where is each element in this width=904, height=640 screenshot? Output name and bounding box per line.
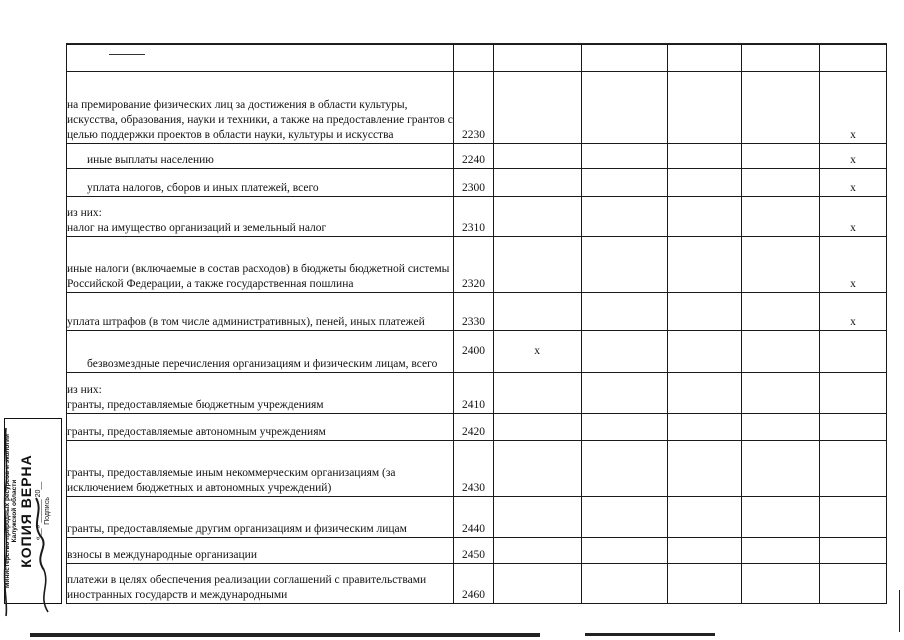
row-label: уплата штрафов (в том числе административных), пеней, иных платежей <box>67 293 454 331</box>
cell-d <box>741 293 819 331</box>
cell-a <box>493 197 581 237</box>
cell-a <box>493 45 581 72</box>
cell-b <box>581 564 667 604</box>
cell-e-mark: x <box>819 293 886 331</box>
cell-a <box>493 373 581 414</box>
stamp-org: Министерство природных ресурсов и экологии Калужской области <box>4 433 18 589</box>
cell-e <box>819 441 886 497</box>
cell-c <box>667 441 741 497</box>
row-code: 2240 <box>454 144 493 169</box>
table-row <box>67 538 887 564</box>
cell-a <box>493 441 581 497</box>
row-label-prefix: из них: <box>67 384 102 396</box>
row-code: 2330 <box>454 293 493 331</box>
dash-mark <box>109 54 145 55</box>
cell-d <box>741 414 819 441</box>
cell-d <box>741 564 819 604</box>
cell-b <box>581 237 667 293</box>
cell-d <box>741 331 819 373</box>
cell-b <box>581 497 667 538</box>
cell-d <box>741 169 819 197</box>
table-row <box>67 564 887 604</box>
cell-a <box>493 293 581 331</box>
cell-a <box>493 538 581 564</box>
row-label <box>67 373 454 414</box>
cell-e <box>819 373 886 414</box>
row-code: 2420 <box>454 414 493 441</box>
row-label: иные выплаты населению <box>67 144 454 169</box>
cell-b <box>581 331 667 373</box>
row-label: гранты, предоставляемые иным некоммерческим организациям (за исключением бюджетных и автономных учреждений) <box>67 441 454 497</box>
row-label <box>67 45 454 72</box>
cell-a <box>493 144 581 169</box>
cell-a-mark: x <box>493 331 581 373</box>
cell-e-mark: x <box>819 72 886 144</box>
row-code: 2300 <box>454 169 493 197</box>
table-row <box>67 237 887 293</box>
cell-b <box>581 441 667 497</box>
cell-a <box>493 169 581 197</box>
table-row <box>67 45 887 72</box>
cell-a <box>493 497 581 538</box>
row-code: 2440 <box>454 497 493 538</box>
right-scan-line <box>899 590 900 632</box>
cell-a <box>493 237 581 293</box>
row-label: уплата налогов, сборов и иных платежей, всего <box>67 169 454 197</box>
table-row <box>67 197 887 237</box>
cell-b <box>581 293 667 331</box>
row-label: гранты, предоставляемые другим организациям и физическим лицам <box>67 497 454 538</box>
row-code: 2430 <box>454 441 493 497</box>
cell-c <box>667 373 741 414</box>
row-code: 2450 <box>454 538 493 564</box>
table-row <box>67 414 887 441</box>
cell-d <box>741 441 819 497</box>
row-code: 2410 <box>454 373 493 414</box>
cell-c <box>667 237 741 293</box>
row-code: 2320 <box>454 237 493 293</box>
row-code: 2460 <box>454 564 493 604</box>
row-code: 2310 <box>454 197 493 237</box>
cell-c <box>667 293 741 331</box>
cell-e <box>819 564 886 604</box>
cell-b <box>581 197 667 237</box>
cell-c <box>667 538 741 564</box>
handwritten-signature <box>0 420 60 620</box>
cell-e-mark: x <box>819 237 886 293</box>
table-row <box>67 441 887 497</box>
row-label: на премирование физических лиц за достижения в области культуры, искусства, образования, науки и техники, а также на предоставление грантов с целью поддержки проектов в области науки, культуры и искусства <box>67 72 454 144</box>
cell-e-mark: x <box>819 144 886 169</box>
bottom-scan-line <box>30 633 540 637</box>
cell-d <box>741 497 819 538</box>
stamp-title: КОПИЯ ВЕРНА <box>18 454 34 568</box>
ledger-table <box>66 44 887 604</box>
cell-c <box>667 497 741 538</box>
table-row <box>67 331 887 373</box>
cell-d <box>741 45 819 72</box>
row-label: гранты, предоставляемые автономным учреждениям <box>67 414 454 441</box>
cell-a <box>493 414 581 441</box>
cell-c <box>667 414 741 441</box>
cell-e <box>819 331 886 373</box>
cell-c <box>667 331 741 373</box>
cell-d <box>741 144 819 169</box>
row-label-prefix: из них: <box>67 207 102 219</box>
table-row <box>67 144 887 169</box>
cell-e <box>819 538 886 564</box>
cell-d <box>741 197 819 237</box>
row-label: безвозмездные перечисления организациям и физическим лицам, всего <box>67 331 454 373</box>
cell-c <box>667 564 741 604</box>
table-row <box>67 373 887 414</box>
cell-e-mark: x <box>819 169 886 197</box>
cell-c <box>667 197 741 237</box>
table-row <box>67 497 887 538</box>
row-label <box>67 197 454 237</box>
cell-b <box>581 144 667 169</box>
table-row <box>67 169 887 197</box>
table-row <box>67 72 887 144</box>
cell-c <box>667 72 741 144</box>
cell-d <box>741 237 819 293</box>
bottom-scan-line <box>585 633 715 636</box>
cell-b <box>581 538 667 564</box>
cell-b <box>581 373 667 414</box>
row-label: иные налоги (включаемые в состав расходов) в бюджеты бюджетной системы Российской Федерации, а также государственная пошлина <box>67 237 454 293</box>
table-row <box>67 293 887 331</box>
cell-e <box>819 497 886 538</box>
cell-d <box>741 538 819 564</box>
row-label: платежи в целях обеспечения реализации соглашений с правительствами иностранных государств и международными <box>67 564 454 604</box>
row-code: 2230 <box>454 72 493 144</box>
cell-c <box>667 144 741 169</box>
row-code <box>454 45 493 72</box>
row-label: взносы в международные организации <box>67 538 454 564</box>
cell-c <box>667 169 741 197</box>
cell-a <box>493 564 581 604</box>
cell-a <box>493 72 581 144</box>
row-label-text: налог на имущество организаций и земельный налог <box>67 222 327 234</box>
cell-e <box>819 45 886 72</box>
row-code: 2400 <box>454 331 493 373</box>
cell-d <box>741 373 819 414</box>
cell-b <box>581 414 667 441</box>
cell-c <box>667 45 741 72</box>
cell-b <box>581 72 667 144</box>
cell-d <box>741 72 819 144</box>
stamp-date: «__» ______ 20__ <box>35 481 42 541</box>
cell-b <box>581 45 667 72</box>
cell-e <box>819 414 886 441</box>
stamp-sign-label: Подпись <box>44 497 51 525</box>
row-label-text: гранты, предоставляемые бюджетным учреждениям <box>67 399 324 411</box>
cell-b <box>581 169 667 197</box>
cell-e-mark: x <box>819 197 886 237</box>
